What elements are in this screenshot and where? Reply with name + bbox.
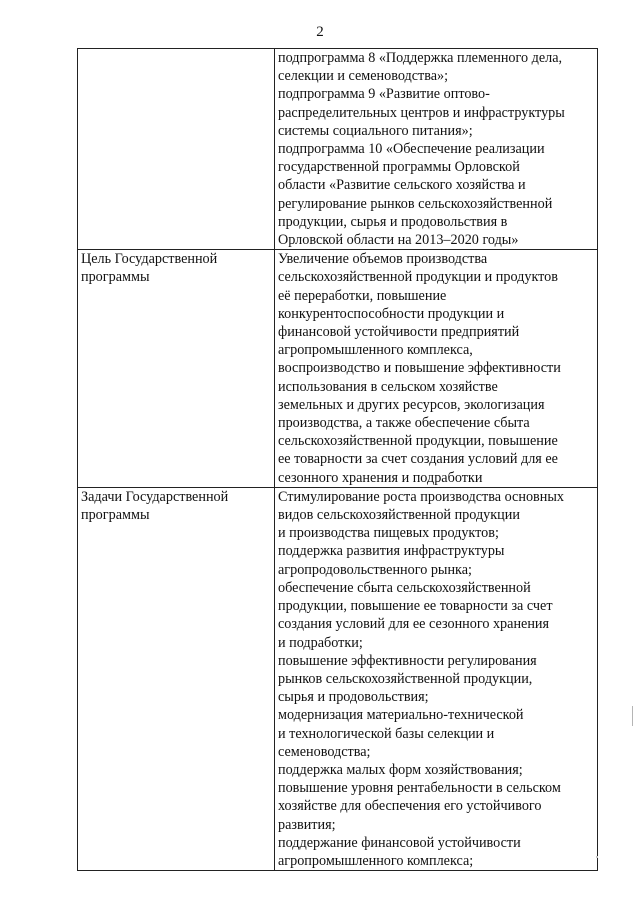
content-line: продукции, повышение ее товарности за счет (278, 598, 553, 615)
subprograms-cell (275, 49, 598, 250)
goal-label: Цель Государственной программы (81, 251, 218, 286)
content-line: сезонного хранения и подработки (278, 469, 483, 486)
content-line: подпрограмма 8 «Поддержка племенного дела, (278, 50, 563, 66)
content-line: регулирование рынков сельскохозяйственной (278, 195, 553, 212)
content-line: подпрограмма 10 «Обеспечение реализации (278, 141, 545, 158)
content-line: Стимулирование роста производства основных (278, 488, 564, 505)
content-line: продукции, сырья и продовольствия в (278, 213, 508, 230)
content-line: и производства пищевых продуктов; (278, 525, 499, 542)
content-line: видов сельскохозяйственной продукции (278, 507, 520, 524)
row-label-cell (78, 250, 275, 488)
content-line: селекции и семеноводства»; (278, 68, 449, 85)
content-line: рынков сельскохозяйственной продукции, (278, 670, 533, 687)
page-number: 2 (316, 24, 324, 40)
tasks-label: Задачи Государственной программы (81, 488, 229, 524)
content-line: сырья и продовольствия; (278, 689, 429, 706)
content-line: обеспечение сбыта сельскохозяйственной (278, 579, 531, 596)
row-label-cell (78, 487, 275, 870)
content-line: конкурентоспособности продукции и (278, 305, 505, 322)
content-line: повышение уровня рентабельности в сельском (278, 780, 561, 797)
row-label-cell (78, 49, 275, 250)
goal-cell (275, 250, 598, 488)
table-row (78, 250, 598, 488)
content-line: её переработки, повышение (278, 287, 447, 304)
content-line: агропродовольственного рынка; (278, 561, 472, 578)
content-line: Орловской области на 2013–2020 годы» (278, 232, 519, 249)
content-line: поддержание финансовой устойчивости (278, 834, 521, 851)
content-line: государственной программы Орловской (278, 159, 520, 176)
content-line: агропромышленного комплекса, (278, 342, 473, 359)
content-line: воспроизводство и повышение эффективности (278, 360, 561, 377)
content-line: развития; (278, 816, 336, 833)
content-line: ее товарности за счет создания условий для ее (278, 451, 558, 468)
content-line: области «Развитие сельского хозяйства и (278, 177, 526, 194)
content-line: хозяйстве для обеспечения его устойчивого (278, 798, 542, 815)
content-line: поддержка малых форм хозяйствования; (278, 761, 523, 778)
content-line: агропромышленного комплекса; (278, 852, 474, 869)
content-line: создания условий для ее сезонного хранения (278, 616, 550, 633)
content-line: распределительных центров и инфраструктуры (278, 104, 565, 121)
content-line: подпрограмма 9 «Развитие оптово- (278, 86, 490, 103)
table-row (78, 487, 598, 870)
content-line: финансовой устойчивости предприятий (278, 324, 520, 341)
content-line: семеноводства; (278, 743, 371, 760)
content-line: и подработки; (278, 634, 363, 651)
scan-artifact-mark (632, 706, 633, 726)
content-line: сельскохозяйственной продукции и продуктов (278, 269, 558, 286)
table-row (78, 49, 598, 250)
content-line: системы социального питания»; (278, 122, 473, 139)
tasks-cell (275, 487, 598, 870)
content-line: поддержка развития инфраструктуры (278, 543, 505, 560)
content-line: использования в сельском хозяйстве (278, 378, 498, 395)
content-line: Увеличение объемов производства (278, 251, 488, 268)
program-passport-table (77, 48, 598, 871)
content-line: и технологической базы селекции и (278, 725, 495, 742)
content-line: земельных и других ресурсов, экологизация (278, 396, 545, 413)
content-line: сельскохозяйственной продукции, повышение (278, 433, 558, 450)
content-line: повышение эффективности регулирования (278, 652, 537, 669)
scan-artifact-dot (596, 856, 598, 858)
content-line: производства, а также обеспечение сбыта (278, 415, 530, 432)
content-line: модернизация материально-технической (278, 707, 524, 724)
